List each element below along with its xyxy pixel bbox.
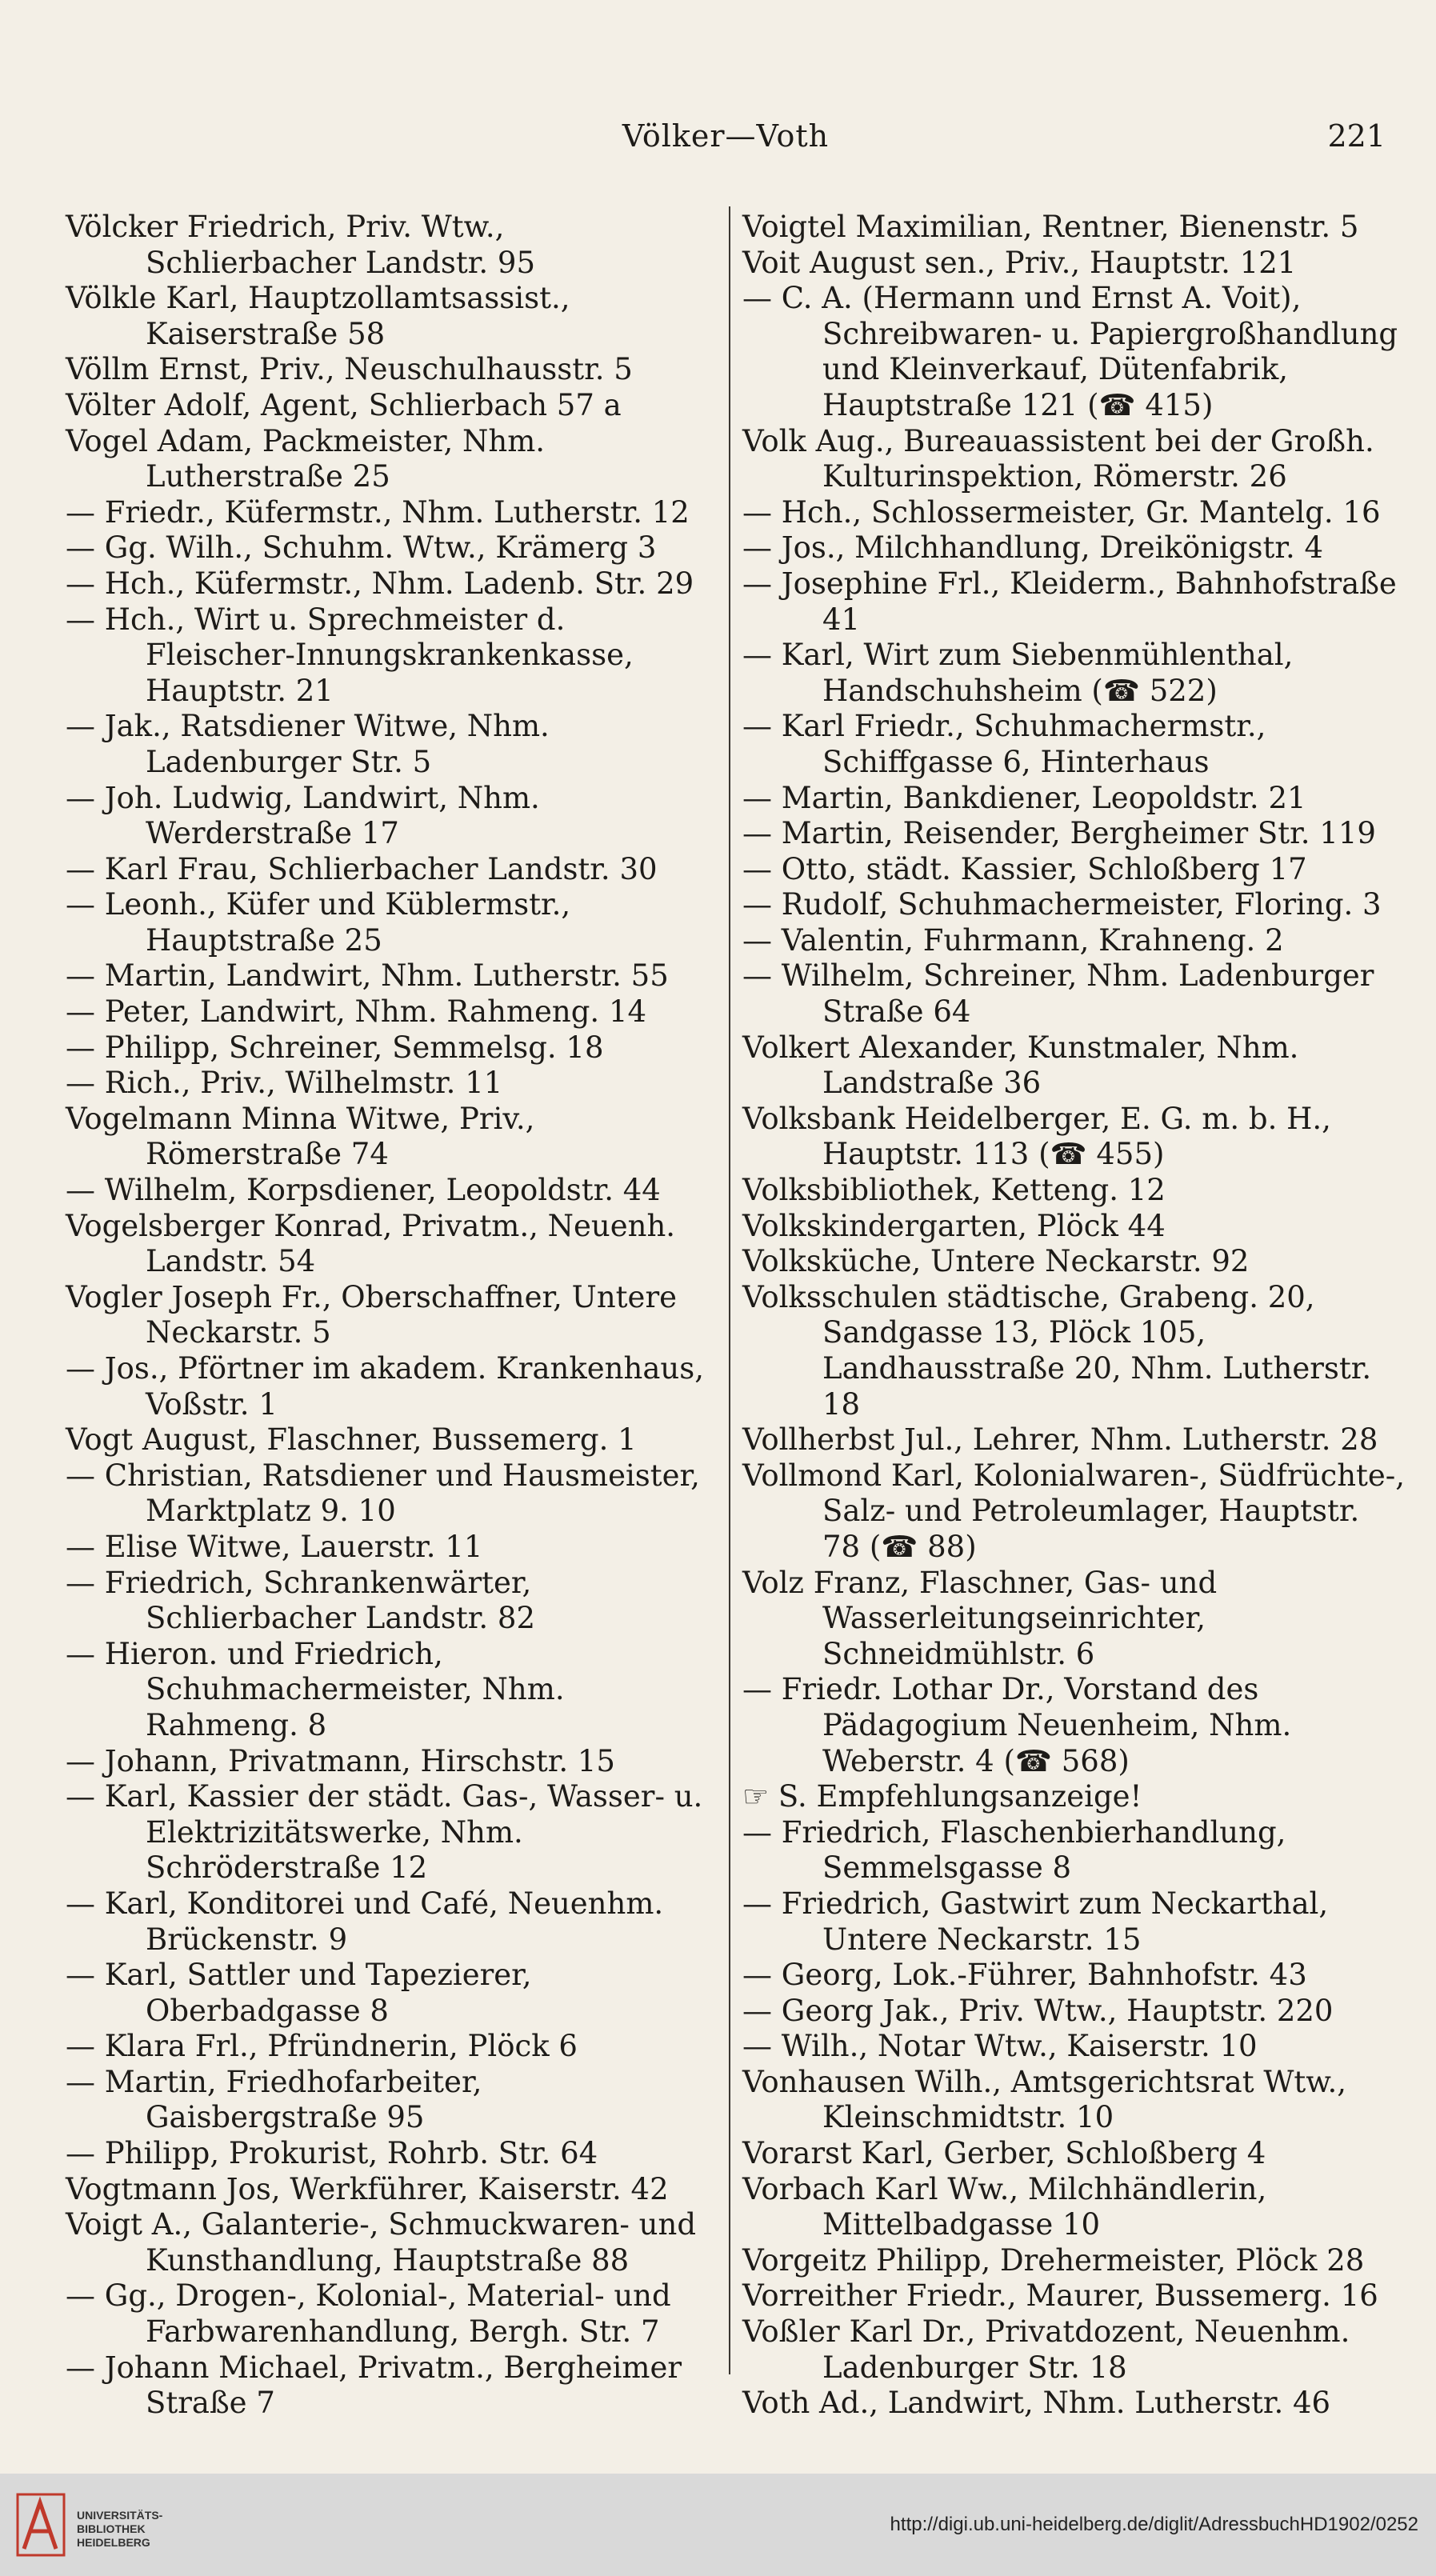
directory-entry: — Peter, Landwirt, Nhm. Rahmeng. 14 xyxy=(66,994,647,1030)
directory-entry: — Gg. Wilh., Schuhm. Wtw., Krämerg 3 xyxy=(66,530,657,566)
directory-entry: Voth Ad., Landwirt, Nhm. Lutherstr. 46 xyxy=(742,2386,1331,2421)
directory-entry: — Martin, Bankdiener, Leopoldstr. 21 xyxy=(742,780,1306,815)
directory-entry: — Hieron. und Friedrich, Schuhmachermeister, Nhm. Rahmeng. 8 xyxy=(66,1636,565,1742)
directory-entry: — Joh. Ludwig, Landwirt, Nhm. Werderstraße 17 xyxy=(66,780,540,851)
directory-entry: Volksschulen städtische, Grabeng. 20, Sandgasse 13, Plöck 105, Landhausstraße 20, Nhm. Lutherstr. 18 xyxy=(742,1279,1372,1422)
directory-entry: ☞ S. Empfehlungsanzeige! xyxy=(742,1779,1142,1814)
directory-entry: Volksbibliothek, Ketteng. 12 xyxy=(742,1173,1166,1208)
directory-entry: Vorreither Friedr., Maurer, Bussemerg. 16 xyxy=(742,2278,1378,2314)
right-column xyxy=(742,210,1406,2422)
directory-entry: — Friedr. Lothar Dr., Vorstand des Pädagogium Neuenheim, Nhm. Weberstr. 4 (☎ 568) xyxy=(742,1672,1292,1778)
directory-entry: Vollmond Karl, Kolonialwaren-, Südfrüchte-, Salz- und Petroleumlager, Hauptstr. 78 (☎ 88) xyxy=(742,1458,1406,1564)
directory-entry: Volkert Alexander, Kunstmaler, Nhm. Landstraße 36 xyxy=(742,1030,1299,1101)
directory-entry: — Martin, Landwirt, Nhm. Lutherstr. 55 xyxy=(66,958,669,994)
page-header xyxy=(66,112,1386,160)
directory-entry: — Georg Jak., Priv. Wtw., Hauptstr. 220 xyxy=(742,1993,1334,2028)
directory-entry: — Klara Frl., Pfründnerin, Plöck 6 xyxy=(66,2029,578,2064)
directory-entry: — Jak., Ratsdiener Witwe, Nhm. Ladenburger Str. 5 xyxy=(66,709,550,779)
library-name-line: UNIVERSITÄTS- xyxy=(77,2509,163,2522)
directory-entry: — Karl, Kassier der städt. Gas-, Wasser- u. Elektrizitätswerke, Nhm. Schröderstraße 12 xyxy=(66,1779,703,1886)
directory-entry: — Philipp, Schreiner, Semmelsg. 18 xyxy=(66,1030,604,1065)
directory-entry: — Karl, Sattler und Tapezierer, Oberbadgasse 8 xyxy=(66,1958,532,2028)
directory-entry: — Christian, Ratsdiener und Hausmeister, Marktplatz 9. 10 xyxy=(66,1458,700,1529)
directory-entry: — Wilh., Notar Wtw., Kaiserstr. 10 xyxy=(742,2029,1258,2064)
directory-entry: Völlm Ernst, Priv., Neuschulhausstr. 5 xyxy=(66,352,633,387)
directory-entry: — Jos., Pförtner im akadem. Krankenhaus, Voßstr. 1 xyxy=(66,1351,704,1422)
footer-bar xyxy=(0,2474,1436,2576)
directory-entry: — Rich., Priv., Wilhelmstr. 11 xyxy=(66,1066,503,1101)
directory-entry: — Hch., Küfermstr., Nhm. Ladenb. Str. 29 xyxy=(66,566,694,601)
directory-entry: — Karl Friedr., Schuhmachermstr., Schiffgasse 6, Hinterhaus xyxy=(742,709,1266,779)
directory-entry: Vogtmann Jos, Werkführer, Kaiserstr. 42 xyxy=(66,2171,669,2206)
directory-entry: — C. A. (Hermann und Ernst A. Voit), Schreibwaren- u. Papiergroßhandlung und Kleinverkauf, Dütenfabrik, Hauptstraße 121 (☎ 415) xyxy=(742,281,1398,422)
left-column xyxy=(66,210,714,2422)
directory-entry: — Leonh., Küfer und Küblermstr., Hauptstraße 25 xyxy=(66,887,571,958)
page-title: Völker—Voth xyxy=(622,118,830,154)
directory-entry: — Valentin, Fuhrmann, Krahneng. 2 xyxy=(742,922,1284,958)
directory-entry: Vollherbst Jul., Lehrer, Nhm. Lutherstr. 28 xyxy=(742,1422,1378,1458)
directory-entry: Voßler Karl Dr., Privatdozent, Neuenhm. Ladenburger Str. 18 xyxy=(742,2314,1350,2385)
directory-entry: Vogt August, Flaschner, Bussemerg. 1 xyxy=(66,1422,637,1458)
directory-entry: Voigtel Maximilian, Rentner, Bienenstr. 5 xyxy=(742,210,1359,244)
library-name xyxy=(77,2509,162,2550)
directory-entry: — Johann Michael, Privatm., Bergheimer Straße 7 xyxy=(66,2350,682,2421)
directory-entry: Vonhausen Wilh., Amtsgerichtsrat Wtw., Kleinschmidtstr. 10 xyxy=(742,2064,1347,2135)
directory-entry: Vorbach Karl Ww., Milchhändlerin, Mittelbadgasse 10 xyxy=(742,2171,1267,2242)
directory-entry: — Karl, Konditorei und Café, Neuenhm. Brückenstr. 9 xyxy=(66,1886,664,1957)
directory-entry: — Wilhelm, Korpsdiener, Leopoldstr. 44 xyxy=(66,1173,661,1208)
directory-entry: Völter Adolf, Agent, Schlierbach 57 a xyxy=(66,387,622,422)
directory-entry: — Philipp, Prokurist, Rohrb. Str. 64 xyxy=(66,2136,598,2171)
directory-entry: — Karl Frau, Schlierbacher Landstr. 30 xyxy=(66,851,658,886)
directory-entry: Volkskindergarten, Plöck 44 xyxy=(742,1208,1166,1243)
directory-entry: — Friedrich, Schrankenwärter, Schlierbacher Landstr. 82 xyxy=(66,1565,536,1636)
directory-entry: Volk Aug., Bureauassistent bei der Großh. Kulturinspektion, Römerstr. 26 xyxy=(742,423,1374,494)
directory-entry: Völcker Friedrich, Priv. Wtw., Schlierbacher Landstr. 95 xyxy=(66,210,536,280)
directory-entry: — Georg, Lok.-Führer, Bahnhofstr. 43 xyxy=(742,1958,1307,1993)
directory-entry: Volz Franz, Flaschner, Gas- und Wasserleitungseinrichter, Schneidmühlstr. 6 xyxy=(742,1565,1218,1671)
directory-entry: Vogel Adam, Packmeister, Nhm. Lutherstraße 25 xyxy=(66,423,546,494)
university-library-logo-icon[interactable] xyxy=(16,2493,66,2557)
directory-entry: — Rudolf, Schuhmachermeister, Floring. 3 xyxy=(742,887,1382,922)
directory-entry: — Friedr., Küfermstr., Nhm. Lutherstr. 12 xyxy=(66,494,690,530)
directory-entry: — Friedrich, Flaschenbierhandlung, Semmelsgasse 8 xyxy=(742,1814,1286,1886)
directory-entry: — Josephine Frl., Kleiderm., Bahnhofstraße 41 xyxy=(742,566,1397,637)
directory-entry: Vogler Joseph Fr., Oberschaffner, Untere Neckarstr. 5 xyxy=(66,1279,678,1350)
directory-entry: — Friedrich, Gastwirt zum Neckarthal, Untere Neckarstr. 15 xyxy=(742,1886,1329,1957)
column-divider xyxy=(729,206,730,2374)
directory-entry: — Johann, Privatmann, Hirschstr. 15 xyxy=(66,1743,615,1778)
directory-entry: — Otto, städt. Kassier, Schloßberg 17 xyxy=(742,851,1307,886)
directory-entry: Vorarst Karl, Gerber, Schloßberg 4 xyxy=(742,2136,1266,2171)
directory-entry: Vorgeitz Philipp, Drehermeister, Plöck 28 xyxy=(742,2242,1365,2278)
directory-entry: Vogelsberger Konrad, Privatm., Neuenh. Landstr. 54 xyxy=(66,1208,676,1279)
directory-entry: Völkle Karl, Hauptzollamtsassist., Kaiserstraße 58 xyxy=(66,281,570,351)
directory-entry: — Karl, Wirt zum Siebenmühlenthal, Handschuhsheim (☎ 522) xyxy=(742,638,1294,708)
page-number: 221 xyxy=(1327,118,1386,154)
directory-entry: Volksbank Heidelberger, E. G. m. b. H., Hauptstr. 113 (☎ 455) xyxy=(742,1101,1331,1172)
directory-entry: Volksküche, Untere Neckarstr. 92 xyxy=(742,1244,1250,1279)
directory-entry: Voigt A., Galanterie-, Schmuckwaren- und Kunsthandlung, Hauptstraße 88 xyxy=(66,2207,697,2278)
directory-entry: — Wilhelm, Schreiner, Nhm. Ladenburger Straße 64 xyxy=(742,958,1374,1030)
source-url-link[interactable]: http://digi.ub.uni-heidelberg.de/diglit/AdressbuchHD1902/0252 xyxy=(890,2514,1418,2535)
directory-entry: — Hch., Schlossermeister, Gr. Mantelg. 16 xyxy=(742,494,1381,530)
directory-entry: — Hch., Wirt u. Sprechmeister d. Fleischer-Innungskrankenkasse, Hauptstr. 21 xyxy=(66,602,634,708)
directory-entry: — Elise Witwe, Lauerstr. 11 xyxy=(66,1529,483,1564)
directory-entry: — Gg., Drogen-, Kolonial-, Material- und Farbwarenhandlung, Bergh. Str. 7 xyxy=(66,2278,671,2350)
directory-entry: Vogelmann Minna Witwe, Priv., Römerstraße 74 xyxy=(66,1101,535,1172)
directory-entry: — Jos., Milchhandlung, Dreikönigstr. 4 xyxy=(742,530,1324,566)
library-name-line: BIBLIOTHEK xyxy=(77,2522,146,2535)
directory-entry: — Martin, Friedhofarbeiter, Gaisbergstraße 95 xyxy=(66,2064,482,2135)
directory-entry: Voit August sen., Priv., Hauptstr. 121 xyxy=(742,245,1297,280)
library-name-line: HEIDELBERG xyxy=(77,2536,150,2549)
directory-entry: — Martin, Reisender, Bergheimer Str. 119 xyxy=(742,816,1376,851)
